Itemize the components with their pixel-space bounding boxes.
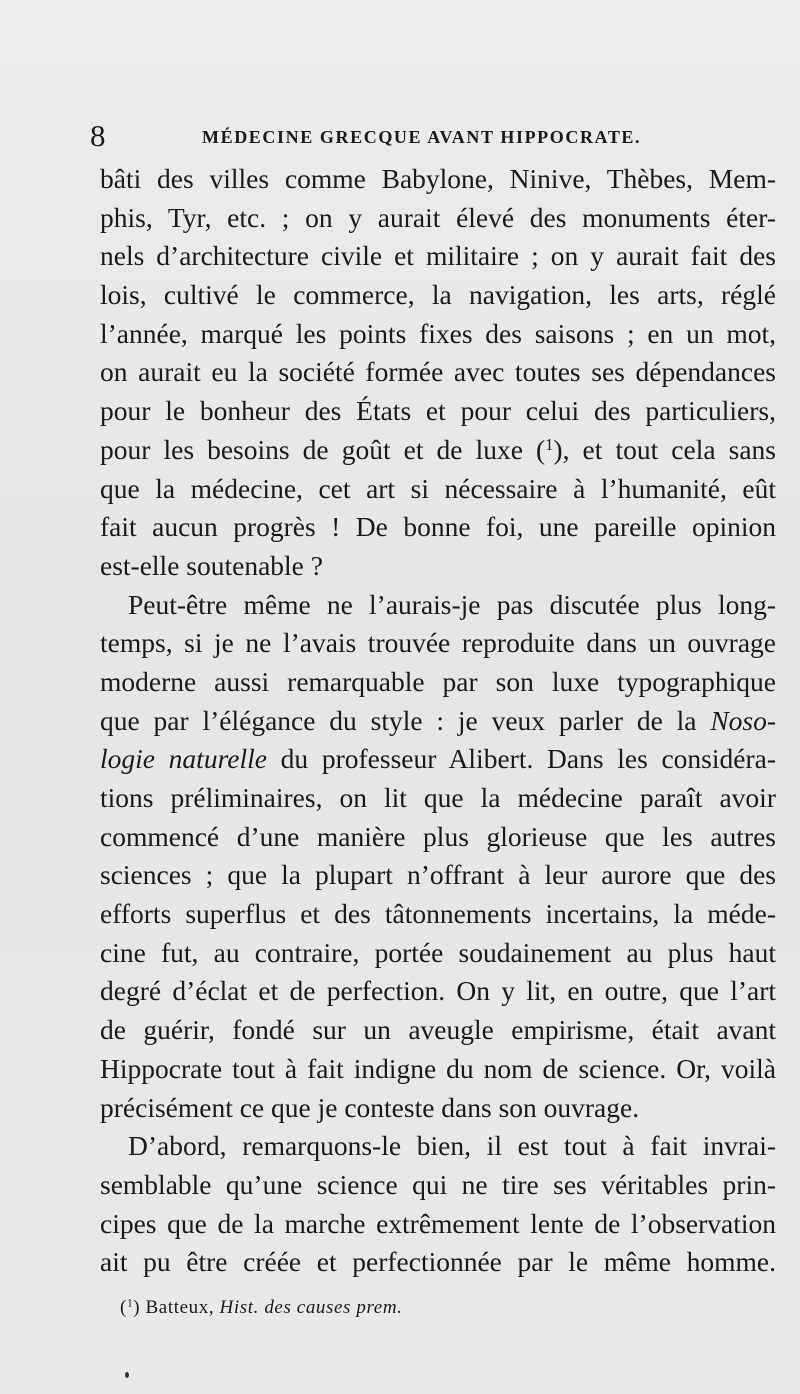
- text-line: Peut-être même ne l’aurais-je pas discutée plus long-: [128, 588, 776, 620]
- text-line: fait aucun progrès ! De bonne foi, une pareille opinion: [100, 511, 776, 543]
- text-line: précisément ce que je conteste dans son ouvrage.: [100, 1091, 640, 1123]
- footnote: ($^1$) Batteux, Hist. des causes prem.: [120, 1297, 403, 1318]
- book-title-italic: Noso-: [710, 704, 776, 736]
- footnote-title: Hist. des causes prem.: [219, 1297, 403, 1318]
- text-line: tions préliminaires, on lit que la médecine paraît avoir: [100, 782, 776, 813]
- text-segment: du professeur Alibert. Dans les considéra-: [280, 743, 776, 775]
- text-line: ait pu être créée et perfectionnée par le même homme.: [100, 1246, 776, 1278]
- running-title: MÉDECINE GRECQUE AVANT HIPPOCRATE.: [202, 127, 642, 147]
- text-line: sciences ; que la plupart n’offrant à leur aurore que des: [100, 859, 776, 891]
- text-line: D’abord, remarquons-le bien, il est tout à fait invrai-: [128, 1130, 776, 1162]
- text-line: pour le bonheur des États et pour celui des particuliers,: [100, 395, 776, 427]
- text-line: phis, Tyr, etc. ; on y aurait élevé des monuments éter-: [100, 201, 776, 233]
- ink-speck: [125, 1372, 129, 1378]
- text-line: est-elle soutenable ?: [100, 549, 323, 581]
- text-line: que la médecine, cet art si nécessaire à l’humanité, eût: [100, 472, 776, 504]
- text-line: de guérir, fondé sur un aveugle empirisme, était avant: [100, 1014, 776, 1046]
- text-line: temps, si je ne l’avais trouvée reproduite dans un ouvrage: [100, 627, 776, 659]
- text-line: bâti des villes comme Babylone, Ninive, Thèbes, Mem-: [100, 163, 776, 194]
- text-line: moderne aussi remarquable par son luxe typographique: [100, 665, 776, 697]
- footnote-reference[interactable]: 1: [545, 434, 554, 454]
- text-line: semblable qu’une science qui ne tire ses véritables prin-: [100, 1168, 776, 1200]
- text-line: degré d’éclat et de perfection. On y lit, en outre, que l’art: [100, 975, 776, 1007]
- text-line: cine fut, au contraire, portée soudainement au plus haut: [100, 936, 776, 968]
- page-number: 8: [90, 118, 106, 153]
- text-line: pour les besoins de goût et de luxe ($^1$), et tout cela sans: [100, 433, 776, 465]
- text-segment: pour les besoins de goût et de luxe: [100, 433, 523, 465]
- text-line: nels d’architecture civile et militaire ; on y aurait fait des: [100, 240, 776, 272]
- text-line: [100, 740, 776, 779]
- text-line: lois, cultivé le commerce, la navigation, les arts, réglé: [100, 279, 776, 311]
- text-line: on aurait eu la société formée avec toutes ses dépendances: [100, 356, 776, 388]
- text-line: cipes que de la marche extrêmement lente de l’observation: [100, 1207, 776, 1239]
- text-segment: , et tout cela sans: [562, 433, 776, 465]
- book-title-italic: logie naturelle: [100, 743, 267, 775]
- text-line: l’année, marqué les points fixes des saisons ; en un mot,: [100, 317, 776, 349]
- page-header: [90, 116, 740, 156]
- text-line: commencé d’une manière plus glorieuse que les autres: [100, 820, 776, 852]
- text-line: Hippocrate tout à fait indigne du nom de science. Or, voilà: [100, 1052, 776, 1084]
- footnote-author: Batteux,: [145, 1297, 215, 1318]
- body-text: [100, 160, 776, 1282]
- text-segment: que par l’élégance du style : je veux parler de la: [100, 704, 697, 736]
- text-line: efforts superflus et des tâtonnements incertains, la méde-: [100, 898, 776, 930]
- text-line: [100, 702, 776, 741]
- footnote-marker: 1: [126, 1297, 134, 1310]
